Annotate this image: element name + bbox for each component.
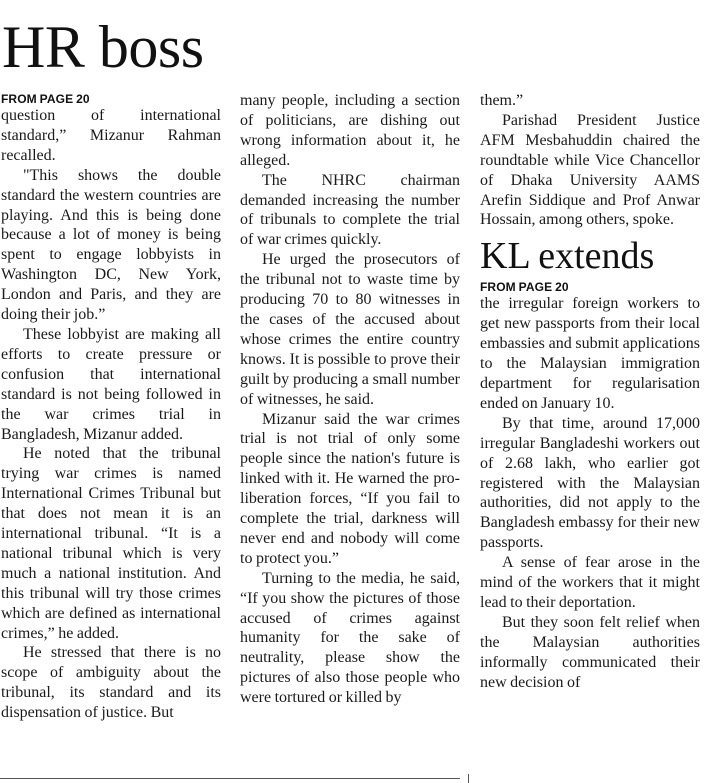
column-rule-tick: [468, 774, 469, 783]
paragraph: He stressed that there is no scope of ambiguity about the tribunal, its standard and its dispensation of justice. But: [1, 644, 221, 722]
paragraph: By that time, around 17,000 irregular Bangladeshi workers out of 2.68 lakh, who earlier got registered with the Malaysian authorities, did not apply to the Bangladesh embassy for their new passports.: [480, 414, 700, 552]
paragraph: A sense of fear arose in the mind of the workers that it might lead to their deportation.: [480, 554, 700, 611]
bottom-rule: [0, 778, 460, 779]
paragraph: The NHRC chairman demanded increasing the number of tribunals to complete the trial of war crimes quickly.: [240, 171, 460, 249]
paragraph: Turning to the media, he said, “If you show the pictures of those accused of crimes against humanity for the sake of neutrality, please show the pictures of also those people who were tortured or killed by: [240, 569, 460, 707]
paragraph: He noted that the tribunal trying war crimes is named International Crimes Tribunal but that does not mean it is an international tribunal. “It is a national tribunal which is very much a national institution. And this tribunal will try those crimes which are defined as international crimes,” he added.: [1, 445, 221, 642]
continuation-kicker: FROM PAGE 20: [480, 280, 569, 295]
paragraph: But they soon felt relief when the Malaysian authorities informally communicated their new decision of: [480, 613, 700, 691]
paragraph: Parishad President Justice AFM Mesbahuddin chaired the roundtable while Vice Chancellor of Dhaka University AAMS Arefin Siddique and Prof Anwar Hossain, among others, spoke.: [480, 111, 700, 229]
paragraph: them.”: [480, 92, 524, 109]
headline: HR boss: [2, 14, 204, 80]
article-column-1: [1, 92, 221, 723]
paragraph: Mizanur said the war crimes trial is not trial of only some people since the nation's future is linked with it. He warned the pro-liberation forces, “If you fail to complete the trial, darkness will never end and nobody will come to protect you.”: [240, 410, 460, 567]
article-column-2: [240, 91, 460, 708]
continuation-kicker: FROM PAGE 20: [1, 92, 90, 106]
paragraph: These lobbyist are making all efforts to create pressure or confusion that international standard is not being followed in the war crimes trial in Bangladesh, Mizanur added.: [1, 325, 221, 443]
sub-headline: KL extends: [480, 235, 655, 278]
article-column-3: [480, 91, 700, 692]
paragraph: He urged the prosecutors of the tribunal not to waste time by producing 70 to 80 witnesses in the cases of the accused about whose crimes the entire country knows. It is possible to prove their guilt by producing a small number of witnesses, he said.: [240, 251, 460, 408]
paragraph: question of international standard,” Mizanur Rahman recalled.: [1, 107, 221, 164]
paragraph: the irregular foreign workers to get new passports from their local embassies and submit applications to the Malaysian immigration department for regularisation ended on January 10.: [480, 295, 700, 412]
paragraph: many people, including a section of politicians, are dishing out wrong information about it, he alleged.: [240, 92, 460, 169]
paragraph: "This shows the double standard the western countries are playing. And this is being done because a lot of money is being spent to engage lobbyists in Washington DC, New York, London and Paris, and they are doing their job.”: [1, 166, 221, 324]
